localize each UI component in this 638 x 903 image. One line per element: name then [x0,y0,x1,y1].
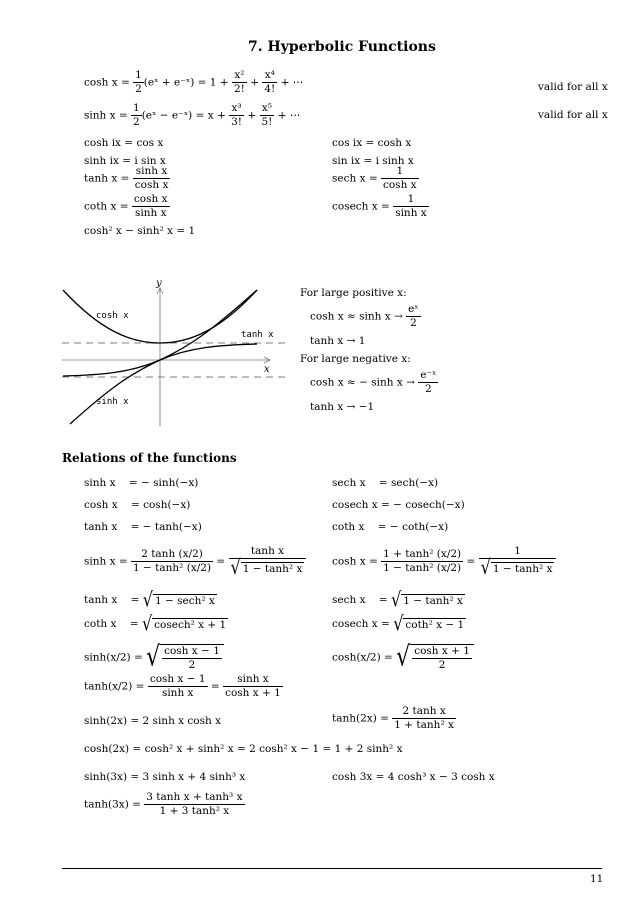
relation-tanh-odd: tanh x = − tanh(−x) [84,521,202,533]
relation-coth-odd: coth x = − coth(−x) [332,521,449,533]
relation-coth-cosech: coth x = √ cosech² x + 1 [84,611,227,636]
large-negative-tanh: tanh x → −1 [310,401,375,413]
relation-sinh-odd: sinh x = − sinh(−x) [84,477,199,489]
sinh-series-validity: valid for all x [538,109,608,121]
cosh-series-validity: valid for all x [538,81,608,93]
tanh-curve-label: tanh x [241,330,274,340]
large-positive-tanh: tanh x → 1 [310,335,366,347]
cosh-curve-label: cosh x [96,311,129,321]
relation-cosh-half: cosh(x/2) = √ $\frac{\text{cosh x + 1}}{2}$ [332,644,474,671]
relation-sinh-double: sinh(2x) = 2 sinh x cosh x [84,715,222,727]
hyperbolic-graph [60,278,290,428]
identity-pythagorean: cosh² x − sinh² x = 1 [84,225,196,237]
relation-cosh-tanh-half: cosh x = $\frac{\text{1 + tanh² (x/2)}}{\text{1 − tanh² (x/2)}}$ = $\frac{1}{\text{√ 1 − tanh² x}}$ [332,546,556,577]
relation-sinh-tanh-half: sinh x = $\frac{2 \tanh (x/2)}{\text{1 − tanh² (x/2)}}$ = $\frac{\text{tanh x}}{\text{√ 1 − tanh² x}}$ [84,546,306,577]
large-negative-cosh: cosh x ≈ − sinh x → $\frac{\text{e⁻ˣ}}{2}$ [310,369,437,396]
relation-sinh-half: sinh(x/2) = √ $\frac{\text{cosh x − 1}}{2}$ [84,644,224,671]
large-negative-heading: For large negative x: [300,353,411,365]
relation-sech-even: sech x = sech(−x) [332,477,439,489]
sinh-curve-label: sinh x [96,397,129,407]
page-title: 7. Hyperbolic Functions [248,39,436,55]
identity-cos-ix: cos ix = cosh x [332,137,412,149]
relation-cosech-odd: cosech x = − cosech(−x) [332,499,465,511]
identity-coth: coth x = $\frac{\text{cosh x}}{\text{sinh x}}$ [84,193,168,220]
identity-sech: sech x = $\frac{1}{\text{cosh x}}$ [332,165,417,192]
identity-cosh-ix: cosh ix = cos x [84,137,164,149]
footer-rule [62,868,602,869]
page-number: 11 [590,873,604,885]
identity-sin-ix: sin ix = i sinh x [332,155,414,167]
relation-sech-tanh: sech x = √ 1 − tanh² x [332,587,463,612]
sinh-series: sinh x = $\frac{1}{2}$ (eˣ − e⁻ˣ) = x + $\frac{\text{x³}}{3!}$ + $\frac{\text{x⁵}}{5!}$ + ⋯ [84,102,301,129]
relation-cosech-coth: cosech x = √ coth² x − 1 [332,611,465,636]
relation-tanh-half: tanh(x/2) = $\frac{\text{cosh x − 1}}{\text{sinh x}}$ = $\frac{\text{sinh x}}{\text{cosh x + 1}}$ [84,673,281,700]
identity-sinh-ix: sinh ix = i sin x [84,155,166,167]
relation-sinh-triple: sinh(3x) = 3 sinh x + 4 sinh³ x [84,771,246,783]
relation-cosh-even: cosh x = cosh(−x) [84,499,191,511]
x-axis-label: x [264,364,270,375]
identity-cosech: cosech x = $\frac{1}{\text{sinh x}}$ [332,193,427,220]
relation-cosh-double: cosh(2x) = cosh² x + sinh² x = 2 cosh² x − 1 = 1 + 2 sinh² x [84,743,403,755]
relation-tanh-double: tanh(2x) = $\frac{\text{2 tanh x}}{\text{1 + tanh² x}}$ [332,705,454,732]
y-axis-label: y [156,278,162,289]
large-positive-cosh: cosh x ≈ sinh x → $\frac{\text{eˣ}}{2}$ [310,303,419,330]
relation-cosh-triple: cosh 3x = 4 cosh³ x − 3 cosh x [332,771,495,783]
relation-tanh-triple: tanh(3x) = $\frac{\text{3 tanh x + tanh³ x}}{\text{1 + 3 tanh² x}}$ [84,791,243,818]
cosh-series: cosh x = $\frac{1}{2}$ (eˣ + e⁻ˣ) = 1 + $\frac{\text{x²}}{2!}$ + $\frac{\text{x⁴}}{4!}$ + ⋯ [84,69,304,96]
large-positive-heading: For large positive x: [300,287,407,299]
relations-heading: Relations of the functions [62,451,237,465]
identity-tanh: tanh x = $\frac{\text{sinh x}}{\text{cosh x}}$ [84,165,169,192]
relation-tanh-sech: tanh x = √ 1 − sech² x [84,587,215,612]
